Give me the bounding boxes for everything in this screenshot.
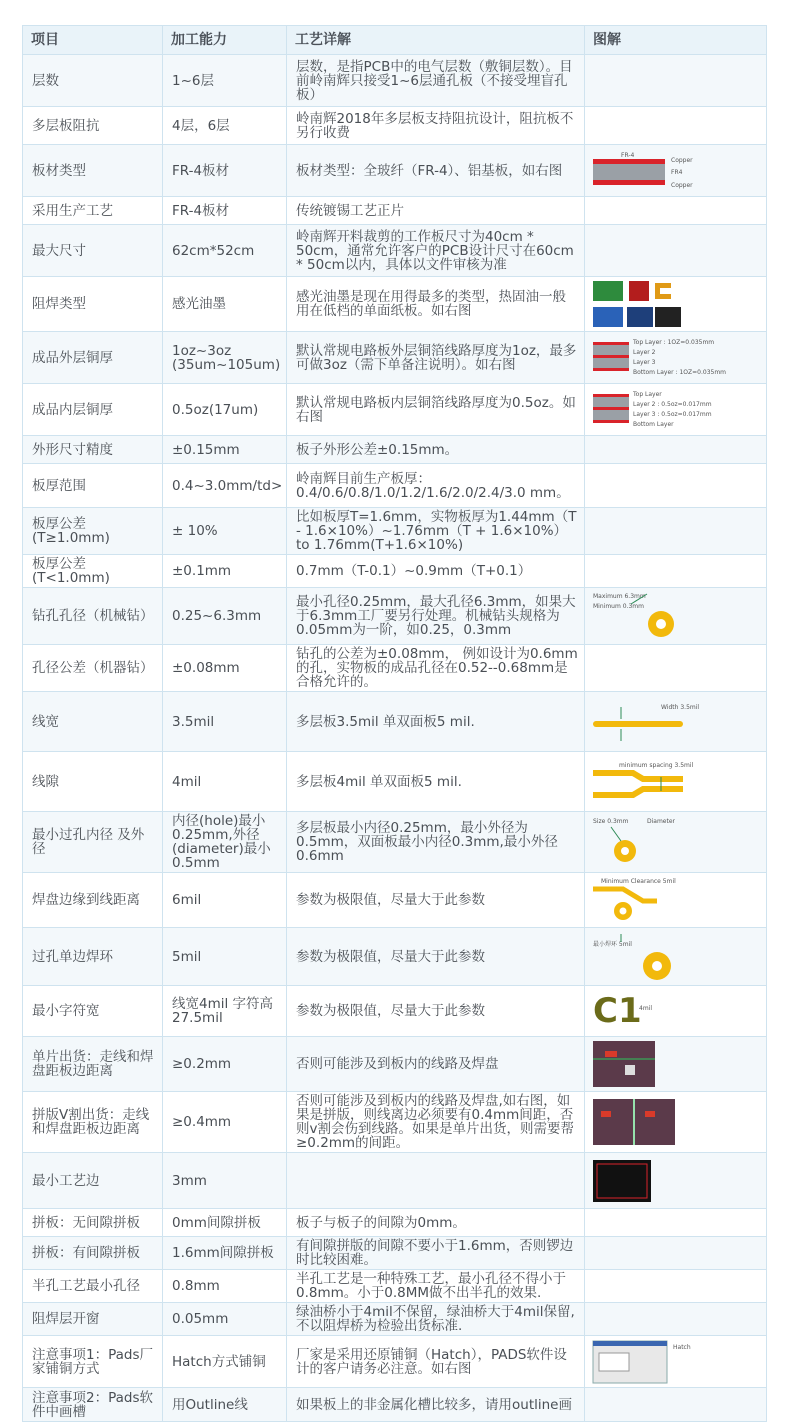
table-row <box>23 1336 767 1388</box>
table-row <box>23 277 767 332</box>
table-row <box>23 812 767 873</box>
cell-item: 孔径公差（机器钻） <box>23 645 163 692</box>
svg-text:Minimum 0.3mm: Minimum 0.3mm <box>593 603 644 610</box>
svg-text:Size 0.3mm: Size 0.3mm <box>593 818 629 825</box>
cell-capability: FR-4板材 <box>163 145 287 197</box>
board-material-diagram <box>591 149 761 193</box>
svg-text:FR4: FR4 <box>671 168 683 176</box>
cell-capability: Hatch方式铺铜 <box>163 1336 287 1388</box>
cell-capability: ±0.15mm <box>163 436 287 464</box>
cell-capability: 1oz~3oz (35um~105um) <box>163 332 287 384</box>
svg-text:Top Layer : 1OZ=0.035mm: Top Layer : 1OZ=0.035mm <box>633 338 715 346</box>
cell-capability: 4mil <box>163 752 287 812</box>
cell-item: 注意事项2：Pads软件中画槽 <box>23 1388 163 1422</box>
svg-text:Copper: Copper <box>671 181 693 189</box>
cell-capability: 0.8mm <box>163 1270 287 1303</box>
table-row <box>23 1153 767 1209</box>
cell-diagram <box>585 986 767 1037</box>
cell-capability: ±0.08mm <box>163 645 287 692</box>
svg-text:Bottom Layer: Bottom Layer <box>633 420 674 428</box>
drill-diagram <box>591 590 761 642</box>
cell-diagram <box>585 555 767 588</box>
cell-diagram <box>585 1303 767 1336</box>
pad-trace-diagram <box>591 875 761 925</box>
cell-diagram <box>585 1336 767 1388</box>
cell-detail <box>287 1153 585 1209</box>
cell-diagram <box>585 1153 767 1209</box>
cell-item: 板厚公差 (T<1.0mm) <box>23 555 163 588</box>
cell-detail: 层数，是指PCB中的电气层数（敷铜层数）。目前岭南辉只接受1~6层通孔板（不接受埋盲孔板） <box>287 55 585 107</box>
cell-diagram <box>585 1388 767 1422</box>
cell-detail: 最小孔径0.25mm，最大孔径6.3mm，如果大于6.3mm工厂要另行处理。机械钻头规格为0.05mm为一阶，如0.25，0.3mm <box>287 588 585 645</box>
cell-item: 阻焊层开窗 <box>23 1303 163 1336</box>
cell-item: 注意事项1：Pads厂家铺铜方式 <box>23 1336 163 1388</box>
annular-ring-diagram <box>591 932 761 982</box>
cell-capability: ± 10% <box>163 508 287 555</box>
cell-detail: 板材类型：全玻纤（FR-4）、铝基板，如右图 <box>287 145 585 197</box>
table-row <box>23 55 767 107</box>
cell-diagram <box>585 384 767 436</box>
cell-detail: 钻孔的公差为±0.08mm， 例如设计为0.6mm的孔，实物板的成品孔径在0.52--0.68mm是合格允许的。 <box>287 645 585 692</box>
table-row <box>23 1237 767 1270</box>
table-row <box>23 986 767 1037</box>
cell-item: 钻孔孔径（机械钻） <box>23 588 163 645</box>
cell-item: 单片出货：走线和焊盘距板边距离 <box>23 1037 163 1092</box>
cell-item: 最小字符宽 <box>23 986 163 1037</box>
cell-diagram <box>585 873 767 928</box>
solder-mask-photos <box>591 279 761 329</box>
table-row <box>23 464 767 508</box>
edge-single-photo <box>591 1039 761 1089</box>
table-row <box>23 873 767 928</box>
cell-capability: 0mm间隙拼板 <box>163 1209 287 1237</box>
cell-detail: 厂家是采用还原铺铜（Hatch），PADS软件设计的客户请务必注意。如右图 <box>287 1336 585 1388</box>
outer-copper-diagram <box>591 336 761 380</box>
cell-detail: 板子外形公差±0.15mm。 <box>287 436 585 464</box>
cell-capability: 0.5oz(17um) <box>163 384 287 436</box>
svg-text:Copper: Copper <box>671 156 693 164</box>
svg-text:Bottom Layer : 1OZ=0.035mm: Bottom Layer : 1OZ=0.035mm <box>633 368 727 376</box>
cell-item: 板厚范围 <box>23 464 163 508</box>
table-row <box>23 645 767 692</box>
cell-item: 线宽 <box>23 692 163 752</box>
cell-item: 过孔单边焊环 <box>23 928 163 986</box>
cell-item: 层数 <box>23 55 163 107</box>
table-row <box>23 508 767 555</box>
cell-diagram <box>585 464 767 508</box>
table-row <box>23 384 767 436</box>
cell-detail: 传统镀锡工艺正片 <box>287 197 585 225</box>
cell-capability: 内径(hole)最小0.25mm,外径(diameter)最小0.5mm <box>163 812 287 873</box>
cell-detail: 多层板4mil 单双面板5 mil. <box>287 752 585 812</box>
cell-diagram <box>585 1037 767 1092</box>
cell-detail: 默认常规电路板外层铜箔线路厚度为1oz，最多可做3oz（需下单备注说明）。如右图 <box>287 332 585 384</box>
cell-diagram <box>585 645 767 692</box>
cell-diagram <box>585 197 767 225</box>
cell-item: 阻焊类型 <box>23 277 163 332</box>
cell-detail: 绿油桥小于4mil不保留，绿油桥大于4mil保留,不以阻焊桥为检验出货标准. <box>287 1303 585 1336</box>
cell-item: 采用生产工艺 <box>23 197 163 225</box>
cell-capability: 4层，6层 <box>163 107 287 145</box>
header-detail: 工艺详解 <box>287 26 585 55</box>
cell-capability: 62cm*52cm <box>163 225 287 277</box>
cell-capability: 6mil <box>163 873 287 928</box>
cell-capability: 3mm <box>163 1153 287 1209</box>
pads-dialog-screenshot <box>591 1339 761 1385</box>
cell-diagram <box>585 508 767 555</box>
cell-detail: 岭南辉2018年多层板支持阻抗设计，阻抗板不另行收费 <box>287 107 585 145</box>
cell-diagram <box>585 692 767 752</box>
table-row <box>23 692 767 752</box>
svg-text:Width 3.5mil: Width 3.5mil <box>661 703 700 711</box>
cell-item: 板厚公差 (T≥1.0mm) <box>23 508 163 555</box>
cell-capability: FR-4板材 <box>163 197 287 225</box>
cell-capability: 感光油墨 <box>163 277 287 332</box>
svg-text:Minimum Clearance 5mil: Minimum Clearance 5mil <box>601 878 676 885</box>
cell-capability: 1.6mm间隙拼板 <box>163 1237 287 1270</box>
cell-item: 多层板阻抗 <box>23 107 163 145</box>
table-row <box>23 588 767 645</box>
cell-detail: 否则可能涉及到板内的线路及焊盘 <box>287 1037 585 1092</box>
cell-item: 拼板：有间隙拼板 <box>23 1237 163 1270</box>
cell-detail: 默认常规电路板内层铜箔线路厚度为0.5oz。如右图 <box>287 384 585 436</box>
cell-diagram <box>585 812 767 873</box>
cell-detail: 有间隙拼版的间隙不要小于1.6mm，否则锣边时比较困难。 <box>287 1237 585 1270</box>
char-width-diagram <box>591 988 761 1034</box>
cell-diagram <box>585 1092 767 1153</box>
edge-vcut-photo <box>591 1097 761 1147</box>
cell-detail: 多层板最小内径0.25mm，最小外径为0.5mm，双面板最小内径0.3mm,最小外径0.6mm <box>287 812 585 873</box>
header-diagram: 图解 <box>585 26 767 55</box>
table-row <box>23 1270 767 1303</box>
svg-text:最小焊环 5mil: 最小焊环 5mil <box>593 940 632 948</box>
cell-capability: 线宽4mil 字符高27.5mil <box>163 986 287 1037</box>
cell-diagram <box>585 1209 767 1237</box>
cell-item: 拼版V割出货：走线和焊盘距板边距离 <box>23 1092 163 1153</box>
cell-item: 最大尺寸 <box>23 225 163 277</box>
cell-capability: 5mil <box>163 928 287 986</box>
svg-text:Top Layer: Top Layer <box>633 390 662 398</box>
table-row <box>23 1303 767 1336</box>
cell-capability: 3.5mil <box>163 692 287 752</box>
table-row <box>23 928 767 986</box>
table-row <box>23 1037 767 1092</box>
svg-text:4mil: 4mil <box>639 1005 652 1012</box>
inner-copper-diagram <box>591 388 761 432</box>
cell-detail: 否则可能涉及到板内的线路及焊盘,如右图，如果是拼版，则线离边必须要有0.4mm间距，否则v割会伤到线路。如果是单片出货，则需要帮≥0.2mm的间距。 <box>287 1092 585 1153</box>
cell-detail: 参数为极限值，尽量大于此参数 <box>287 986 585 1037</box>
cell-diagram <box>585 107 767 145</box>
table-row <box>23 197 767 225</box>
cell-capability: 用Outline线 <box>163 1388 287 1422</box>
cell-capability: ≥0.2mm <box>163 1037 287 1092</box>
table-row <box>23 1388 767 1422</box>
via-diagram <box>591 815 761 869</box>
cell-item: 拼板：无间隙拼板 <box>23 1209 163 1237</box>
svg-text:C1: C1 <box>593 991 642 1031</box>
process-edge-photo <box>591 1158 761 1204</box>
cell-capability: 1~6层 <box>163 55 287 107</box>
cell-capability: 0.25~6.3mm <box>163 588 287 645</box>
cell-detail: 如果板上的非金属化槽比较多，请用outline画 <box>287 1388 585 1422</box>
cell-detail: 半孔工艺是一种特殊工艺，最小孔径不得小于0.8mm。小于0.8MM做不出半孔的效果. <box>287 1270 585 1303</box>
trace-width-diagram <box>591 699 761 745</box>
table-row <box>23 752 767 812</box>
cell-capability: ≥0.4mm <box>163 1092 287 1153</box>
cell-detail: 多层板3.5mil 单双面板5 mil. <box>287 692 585 752</box>
svg-text:Maximum 6.3mm: Maximum 6.3mm <box>593 593 646 600</box>
cell-detail: 岭南辉开料裁剪的工作板尺寸为40cm * 50cm，通常允许客户的PCB设计尺寸在60cm * 50cm以内，具体以文件审核为准 <box>287 225 585 277</box>
pcb-spec-table <box>22 25 767 1422</box>
cell-item: 线隙 <box>23 752 163 812</box>
svg-text:Diameter: Diameter <box>647 818 676 825</box>
header-item: 项目 <box>23 26 163 55</box>
cell-item: 最小工艺边 <box>23 1153 163 1209</box>
table-row <box>23 1092 767 1153</box>
trace-spacing-diagram <box>591 759 761 805</box>
table-header-row <box>23 26 767 55</box>
cell-capability: 0.4~3.0mm/td> <box>163 464 287 508</box>
cell-item: 焊盘边缘到线距离 <box>23 873 163 928</box>
svg-text:Layer 3: Layer 3 <box>633 358 656 366</box>
svg-text:Hatch: Hatch <box>673 1343 691 1351</box>
cell-item: 半孔工艺最小孔径 <box>23 1270 163 1303</box>
table-row <box>23 225 767 277</box>
cell-item: 板材类型 <box>23 145 163 197</box>
cell-detail: 0.7mm（T-0.1）~0.9mm（T+0.1） <box>287 555 585 588</box>
cell-diagram <box>585 752 767 812</box>
cell-item: 最小过孔内径 及外径 <box>23 812 163 873</box>
table-row <box>23 332 767 384</box>
cell-diagram <box>585 928 767 986</box>
cell-diagram <box>585 1237 767 1270</box>
cell-capability: 0.05mm <box>163 1303 287 1336</box>
svg-text:minimum spacing 3.5mil: minimum spacing 3.5mil <box>619 761 694 769</box>
svg-text:FR-4: FR-4 <box>621 151 635 159</box>
cell-detail: 参数为极限值，尽量大于此参数 <box>287 873 585 928</box>
cell-item: 成品外层铜厚 <box>23 332 163 384</box>
header-capability: 加工能力 <box>163 26 287 55</box>
table-row <box>23 107 767 145</box>
table-row <box>23 436 767 464</box>
table-row <box>23 145 767 197</box>
cell-diagram <box>585 225 767 277</box>
cell-detail: 参数为极限值，尽量大于此参数 <box>287 928 585 986</box>
cell-capability: ±0.1mm <box>163 555 287 588</box>
cell-diagram <box>585 1270 767 1303</box>
cell-diagram <box>585 55 767 107</box>
svg-text:Layer 2 : 0.5oz=0.017mm: Layer 2 : 0.5oz=0.017mm <box>633 400 712 408</box>
cell-diagram <box>585 145 767 197</box>
cell-detail: 板子与板子的间隙为0mm。 <box>287 1209 585 1237</box>
cell-diagram <box>585 436 767 464</box>
cell-item: 外形尺寸精度 <box>23 436 163 464</box>
cell-item: 成品内层铜厚 <box>23 384 163 436</box>
cell-diagram <box>585 277 767 332</box>
svg-text:Layer 2: Layer 2 <box>633 348 656 356</box>
cell-detail: 比如板厚T=1.6mm，实物板厚为1.44mm（T - 1.6×10%）~1.76mm（T + 1.6×10%） to 1.76mm(T+1.6×10%) <box>287 508 585 555</box>
cell-detail: 岭南辉目前生产板厚：0.4/0.6/0.8/1.0/1.2/1.6/2.0/2.4/3.0 mm。 <box>287 464 585 508</box>
cell-diagram <box>585 332 767 384</box>
cell-diagram <box>585 588 767 645</box>
svg-text:Layer 3 : 0.5oz=0.017mm: Layer 3 : 0.5oz=0.017mm <box>633 410 712 418</box>
spec-table-container <box>22 25 766 1422</box>
table-row <box>23 1209 767 1237</box>
table-row <box>23 555 767 588</box>
cell-detail: 感光油墨是现在用得最多的类型，热固油一般用在低档的单面纸板。如右图 <box>287 277 585 332</box>
